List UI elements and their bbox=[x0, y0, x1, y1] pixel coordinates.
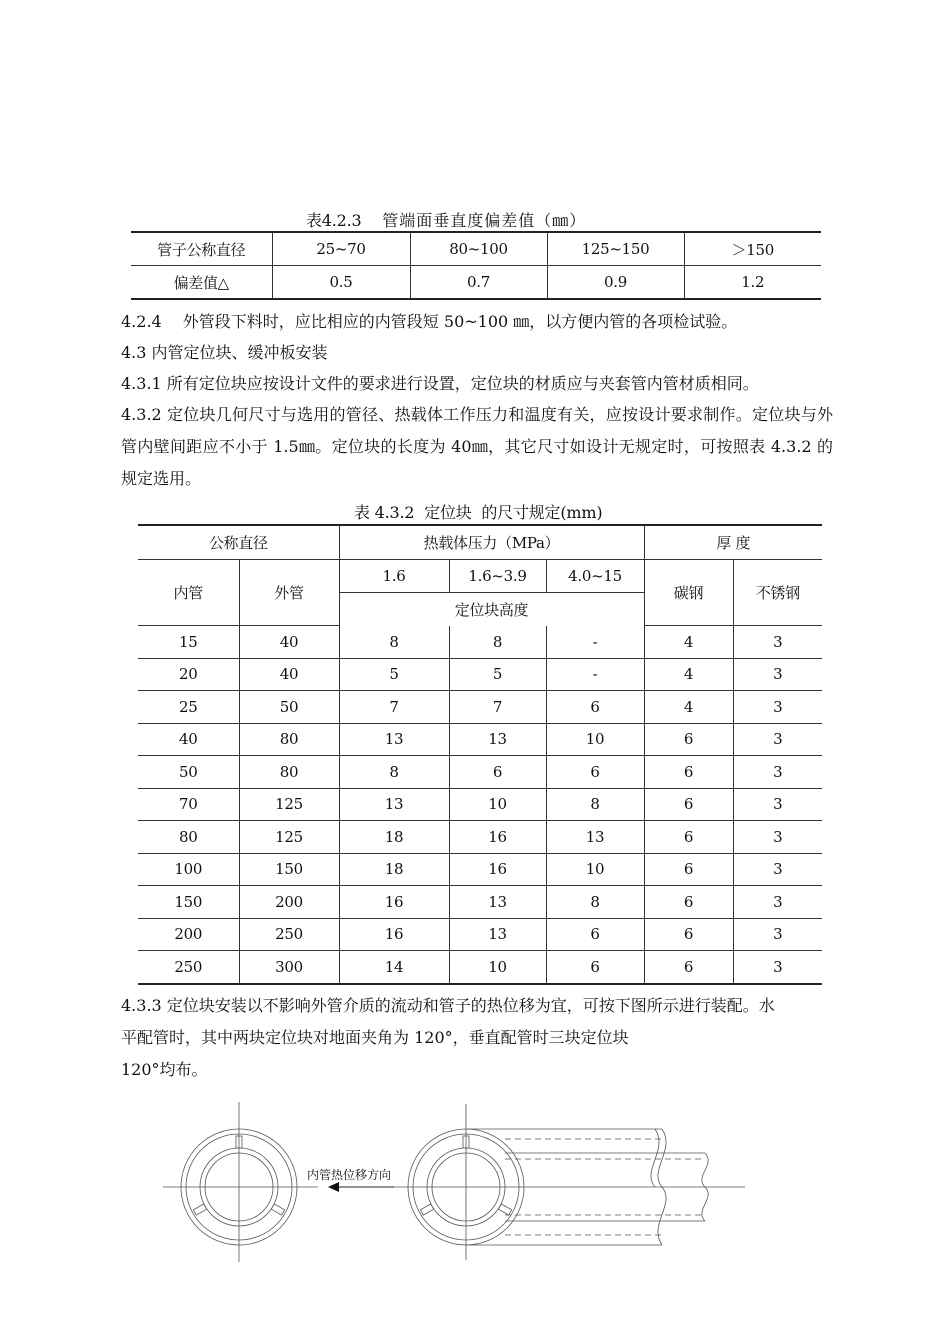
table-cell: 8 bbox=[546, 788, 644, 821]
table-cell: 3 bbox=[733, 658, 822, 691]
paragraph-433-line-2: 平配管时，其中两块定位块对地面夹角为 120°，垂直配管时三块定位块 bbox=[121, 1028, 629, 1047]
table-cell: 150 bbox=[239, 853, 339, 886]
table-cell: 3 bbox=[733, 853, 822, 886]
table-cell: 5 bbox=[449, 658, 546, 691]
table-cell: 5 bbox=[339, 658, 449, 691]
table-cell: 3 bbox=[733, 821, 822, 854]
table-cell: 14 bbox=[339, 951, 449, 984]
header-pressure: 热载体压力（MPa） bbox=[339, 525, 644, 560]
table-cell: 80 bbox=[138, 821, 239, 854]
table-cell: 3 bbox=[733, 723, 822, 756]
table-cell: 3 bbox=[733, 951, 822, 984]
header-pressure-3: 4.0~15 bbox=[546, 560, 644, 593]
table-cell: 3 bbox=[733, 756, 822, 789]
table-cell: 6 bbox=[644, 951, 733, 984]
table-cell: 50 bbox=[239, 691, 339, 724]
table-cell: 6 bbox=[644, 918, 733, 951]
table-cell: 40 bbox=[239, 626, 339, 659]
table-cell: 0.9 bbox=[547, 266, 684, 300]
table-cell: 16 bbox=[449, 853, 546, 886]
table-cell: 13 bbox=[339, 788, 449, 821]
table-cell: 3 bbox=[733, 918, 822, 951]
positioning-block bbox=[193, 1204, 206, 1215]
table-cell: 4 bbox=[644, 658, 733, 691]
table-cell: 40 bbox=[138, 723, 239, 756]
table-cell: - bbox=[546, 658, 644, 691]
table-cell: 8 bbox=[339, 626, 449, 659]
paragraph-432: 4.3.2 定位块几何尺寸与选用的管径、热载体工作压力和温度有关，应按设计要求制作。定位块与外管内壁间距应不小于 1.5㎜。定位块的长度为 40㎜，其它尺寸如设计无规定时，可按照表 4.3.2 的规定选用。 bbox=[121, 405, 833, 488]
table-cell: - bbox=[546, 626, 644, 659]
table-cell: 6 bbox=[546, 691, 644, 724]
table-423-caption-number: 表4.2.3 bbox=[306, 211, 362, 230]
table-cell: 300 bbox=[239, 951, 339, 984]
section-heading-43: 4.3 内管定位块、缓冲板安装 bbox=[121, 343, 328, 362]
header-block-height: 定位块高度 bbox=[339, 592, 644, 626]
table-cell: 3 bbox=[733, 886, 822, 919]
positioning-block bbox=[498, 1204, 511, 1215]
table-cell: 6 bbox=[546, 756, 644, 789]
table-cell: 18 bbox=[339, 853, 449, 886]
table-cell: 16 bbox=[339, 886, 449, 919]
table-cell: 16 bbox=[339, 918, 449, 951]
table-cell: 200 bbox=[239, 886, 339, 919]
header-thickness: 厚 度 bbox=[644, 525, 822, 560]
table-cell: 偏差值△ bbox=[131, 266, 272, 300]
table-cell: 6 bbox=[644, 821, 733, 854]
table-cell: 25~70 bbox=[272, 232, 410, 266]
table-cell: 13 bbox=[339, 723, 449, 756]
table-cell: 10 bbox=[546, 723, 644, 756]
positioning-block bbox=[420, 1204, 433, 1215]
header-pressure-1: 1.6 bbox=[339, 560, 449, 593]
table-cell: 1.2 bbox=[684, 266, 821, 300]
table-cell: 3 bbox=[733, 626, 822, 659]
positioning-block bbox=[271, 1204, 284, 1215]
table-cell: 25 bbox=[138, 691, 239, 724]
table-cell: 13 bbox=[449, 723, 546, 756]
table-cell: 20 bbox=[138, 658, 239, 691]
table-cell: 40 bbox=[239, 658, 339, 691]
arrow-icon bbox=[328, 1182, 339, 1192]
header-nominal-diameter: 公称直径 bbox=[138, 525, 339, 560]
table-cell: 4 bbox=[644, 626, 733, 659]
table-cell: 8 bbox=[449, 626, 546, 659]
table-cell: 7 bbox=[339, 691, 449, 724]
header-outer-pipe: 外管 bbox=[239, 560, 339, 626]
table-cell: 125 bbox=[239, 821, 339, 854]
table-cell: 70 bbox=[138, 788, 239, 821]
header-stainless-steel: 不锈钢 bbox=[733, 560, 822, 626]
table-cell: 10 bbox=[449, 788, 546, 821]
figure-label: 内管热位移方向 bbox=[307, 1168, 392, 1182]
table-cell: 100 bbox=[138, 853, 239, 886]
table-cell: 0.7 bbox=[410, 266, 547, 300]
table-cell: 8 bbox=[339, 756, 449, 789]
header-carbon-steel: 碳钢 bbox=[644, 560, 733, 626]
table-cell: 6 bbox=[644, 853, 733, 886]
table-cell: 16 bbox=[449, 821, 546, 854]
table-cell: 125 bbox=[239, 788, 339, 821]
table-cell: 150 bbox=[138, 886, 239, 919]
table-cell: 6 bbox=[644, 756, 733, 789]
table-cell: 15 bbox=[138, 626, 239, 659]
table-cell: 3 bbox=[733, 691, 822, 724]
paragraph-433-line-1: 4.3.3 定位块安装以不影响外管介质的流动和管子的热位移为宜，可按下图所示进行装配。水 bbox=[121, 996, 775, 1015]
table-423-caption-title: 管端面垂直度偏差值（㎜） bbox=[382, 211, 587, 230]
table-cell: 10 bbox=[546, 853, 644, 886]
table-cell: 13 bbox=[449, 886, 546, 919]
header-inner-pipe: 内管 bbox=[138, 560, 239, 626]
table-cell: 6 bbox=[644, 723, 733, 756]
table-cell: 250 bbox=[138, 951, 239, 984]
table-cell: 管子公称直径 bbox=[131, 232, 272, 266]
paragraph-431: 4.3.1 所有定位块应按设计文件的要求进行设置，定位块的材质应与夹套管内管材质相同。 bbox=[121, 374, 759, 393]
table-cell: 0.5 bbox=[272, 266, 410, 300]
table-cell: 8 bbox=[546, 886, 644, 919]
table-cell: 3 bbox=[733, 788, 822, 821]
table-cell: 80 bbox=[239, 723, 339, 756]
table-cell: 250 bbox=[239, 918, 339, 951]
table-cell: 6 bbox=[546, 951, 644, 984]
table-cell: 13 bbox=[546, 821, 644, 854]
table-cell: ＞150 bbox=[684, 232, 821, 266]
table-432-caption: 表 4.3.2 定位块 的尺寸规定(mm) bbox=[354, 503, 603, 522]
table-cell: 18 bbox=[339, 821, 449, 854]
table-cell: 6 bbox=[546, 918, 644, 951]
paragraph-433-line-3: 120°均布。 bbox=[121, 1060, 208, 1079]
table-cell: 6 bbox=[644, 886, 733, 919]
table-cell: 7 bbox=[449, 691, 546, 724]
table-cell: 13 bbox=[449, 918, 546, 951]
table-cell: 6 bbox=[644, 788, 733, 821]
table-cell: 50 bbox=[138, 756, 239, 789]
table-cell: 200 bbox=[138, 918, 239, 951]
table-cell: 80~100 bbox=[410, 232, 547, 266]
table-cell: 4 bbox=[644, 691, 733, 724]
table-cell: 10 bbox=[449, 951, 546, 984]
paragraph-424: 4.2.4 外管段下料时，应比相应的内管段短 50~100 ㎜，以方便内管的各项检试验。 bbox=[121, 312, 738, 331]
table-cell: 6 bbox=[449, 756, 546, 789]
table-cell: 125~150 bbox=[547, 232, 684, 266]
table-cell: 80 bbox=[239, 756, 339, 789]
header-pressure-2: 1.6~3.9 bbox=[449, 560, 546, 593]
